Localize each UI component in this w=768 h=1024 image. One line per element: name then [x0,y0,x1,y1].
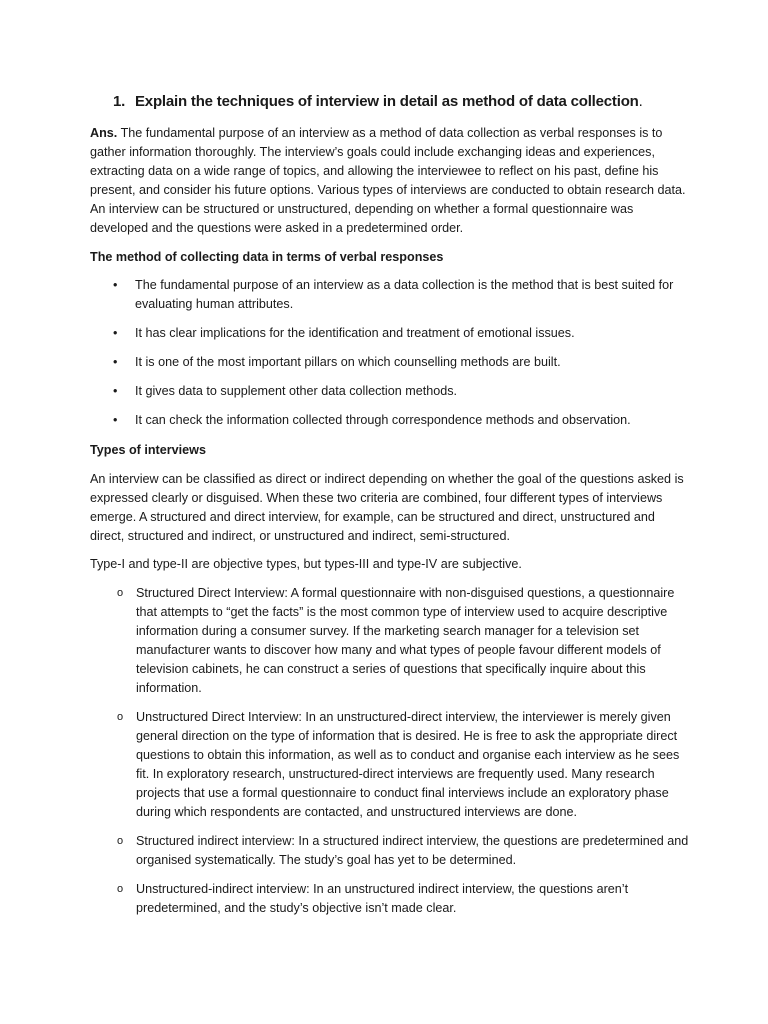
list-item-text: Unstructured Direct Interview: In an unstructured-direct interview, the interviewer is merely given general direction on the type of information that is desired. He is free to ask the appropriate direct questions to obtain this information, as well as to conduct and organise each interview as he sees fit. In exploratory research, unstructured-direct interviews are frequently used. Many research projects that use a formal questionnaire to conduct final interviews include an exploratory phase during which respondents are contacted, and unstructured interviews are done. [136,710,680,819]
list-item [113,276,688,314]
types-intro-text: An interview can be classified as direct or indirect depending on whether the goal of the questions asked is expressed clearly or disguised. When these two criteria are combined, four different types of interviews emerge. A structured and direct interview, for example, can be structured and direct, unstructured and direct, structured and indirect, or unstructured and indirect, semi-structured. [90,472,684,543]
list-item-text: It is one of the most important pillars on which counselling methods are built. [135,355,561,369]
method-section-heading: The method of collecting data in terms of verbal responses [90,250,444,264]
circle-bullet-icon: o [117,835,124,847]
list-item-text: It can check the information collected through correspondence methods and observation. [135,413,631,427]
list-item [117,832,692,870]
question-end-period: . [638,93,643,110]
list-item [117,880,692,918]
circle-bullet-icon: o [117,587,124,599]
types-intro-paragraph [90,470,690,546]
bullet-icon: • [113,355,118,369]
bullet-icon: • [113,326,118,340]
list-item [117,708,692,822]
question-text: Explain the techniques of interview in detail as method of data collection [135,93,639,110]
answer-label: Ans. [90,126,118,140]
list-item-text: Structured Direct Interview: A formal questionnaire with non-disguised questions, a questionnaire that attempts to “get the facts” is the most common type of interview used to acquire descriptive information during a consumer survey. If the marketing search manager for a television set manufacturer wants to discover how many and what types of people favour different models of television cabinets, he can construct a series of questions that specifically inquire about this information. [136,586,675,695]
question-heading [113,93,643,110]
answer-paragraph [90,124,690,238]
list-item [113,411,688,430]
list-item-text: It has clear implications for the identification and treatment of emotional issues. [135,326,575,340]
list-item [113,353,688,372]
list-item-text: The fundamental purpose of an interview as a data collection is the method that is best suited for evaluating human attributes. [135,278,674,311]
types-section-heading: Types of interviews [90,443,206,457]
circle-bullet-icon: o [117,711,124,723]
answer-text: The fundamental purpose of an interview as a method of data collection as verbal responses is to gather information thoroughly. The interview’s goals could include exchanging ideas and experiences, extracting data on a wide range of topics, and allowing the interviewee to reflect on his past, define his present, and consider his future options. Various types of interviews are conducted to obtain research data. An interview can be structured or unstructured, depending on whether a formal questionnaire was developed and the questions were asked in a predetermined order. [90,126,686,235]
interview-types-list [117,584,692,928]
list-item [113,382,688,401]
list-item [117,584,692,698]
method-bullet-list [113,276,688,440]
bullet-icon: • [113,384,118,398]
list-item [113,324,688,343]
circle-bullet-icon: o [117,883,124,895]
list-item-text: Structured indirect interview: In a structured indirect interview, the questions are predetermined and organised systematically. The study’s goal has yet to be determined. [136,834,689,867]
list-item-text: Unstructured-indirect interview: In an unstructured indirect interview, the questions aren’t predetermined, and the study’s objective isn’t made clear. [136,882,629,915]
question-number: 1. [113,93,126,110]
bullet-icon: • [113,278,118,292]
types-note-paragraph [90,555,690,574]
types-note-text: Type-I and type-II are objective types, but types-III and type-IV are subjective. [90,557,522,571]
bullet-icon: • [113,413,118,427]
list-item-text: It gives data to supplement other data collection methods. [135,384,458,398]
